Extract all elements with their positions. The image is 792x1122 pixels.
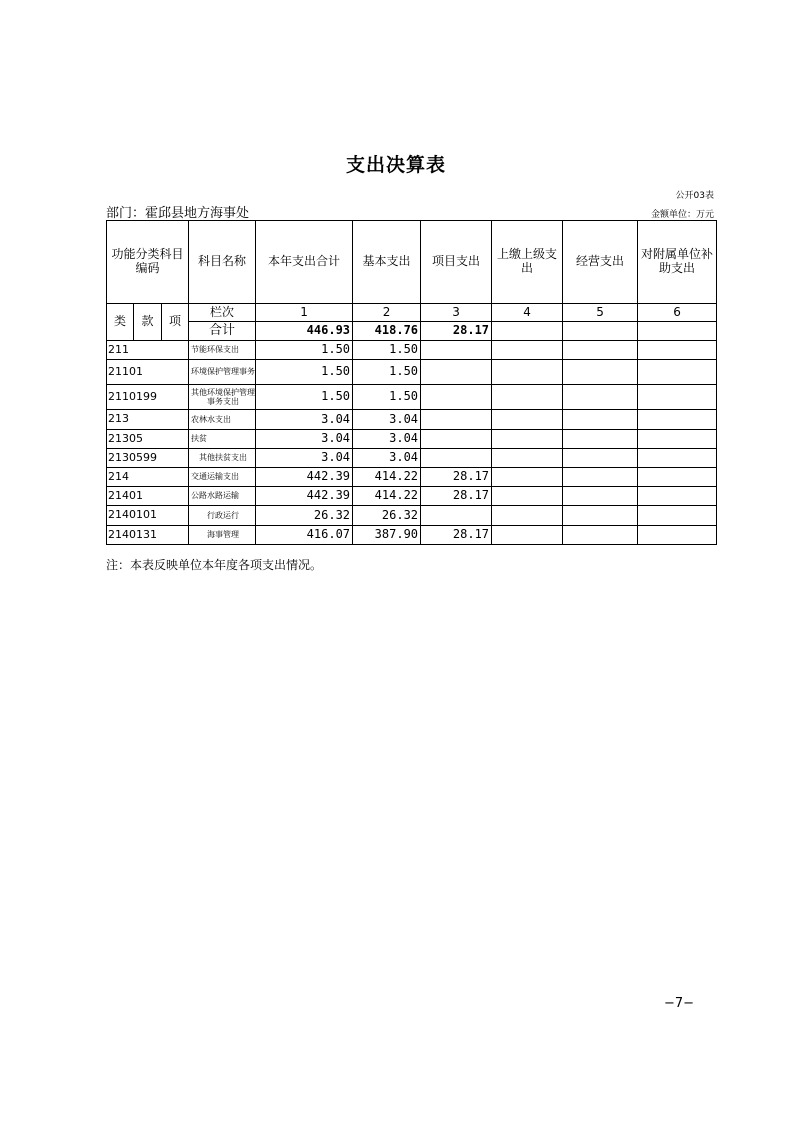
row-subsidy — [638, 487, 717, 506]
row-code: 21401 — [107, 487, 189, 506]
row-basic: 3.04 — [353, 430, 421, 449]
row-business — [563, 526, 638, 545]
table-note: 注：本表反映单位本年度各项支出情况。 — [106, 558, 323, 572]
row-total: 3.04 — [256, 449, 353, 468]
table-row — [107, 487, 717, 506]
header-subject-name: 科目名称 — [189, 221, 256, 304]
row-subject-name: 节能环保支出 — [189, 341, 256, 360]
row-subject-name: 公路水路运输 — [189, 487, 256, 506]
row-upper — [492, 506, 563, 526]
row-upper — [492, 410, 563, 430]
row-business — [563, 506, 638, 526]
row-total: 442.39 — [256, 487, 353, 506]
total-row — [107, 322, 717, 341]
page-number: −7− — [664, 996, 695, 1011]
header-col-total: 本年支出合计 — [256, 221, 353, 304]
total-project: 28.17 — [421, 322, 492, 341]
page-title: 支出决算表 — [345, 154, 446, 176]
row-subsidy — [638, 430, 717, 449]
table-row — [107, 526, 717, 545]
row-upper — [492, 449, 563, 468]
row-total: 1.50 — [256, 360, 353, 385]
row-project: 28.17 — [421, 468, 492, 487]
row-upper — [492, 468, 563, 487]
row-project — [421, 449, 492, 468]
row-project: 28.17 — [421, 526, 492, 545]
row-subsidy — [638, 360, 717, 385]
row-upper — [492, 487, 563, 506]
row-business — [563, 468, 638, 487]
row-basic: 26.32 — [353, 506, 421, 526]
row-subsidy — [638, 385, 717, 410]
row-subject-name: 其他扶贫支出 — [189, 449, 256, 468]
row-code: 2110199 — [107, 385, 189, 410]
total-upper — [492, 322, 563, 341]
header-col-project: 项目支出 — [421, 221, 492, 304]
row-subject-name: 行政运行 — [189, 506, 256, 526]
header-col-business: 经营支出 — [563, 221, 638, 304]
header-kuan: 款 — [134, 304, 162, 341]
column-number-row — [107, 304, 717, 322]
row-subsidy — [638, 410, 717, 430]
row-business — [563, 449, 638, 468]
col-number-3: 3 — [421, 304, 492, 322]
table-row — [107, 449, 717, 468]
row-subject-name: 海事管理 — [189, 526, 256, 545]
row-project — [421, 506, 492, 526]
row-business — [563, 430, 638, 449]
header-col-subsidy: 对附属单位补助支出 — [638, 221, 717, 304]
row-subject-name: 其他环境保护管理事务支出 — [189, 385, 256, 410]
row-business — [563, 385, 638, 410]
table-row — [107, 341, 717, 360]
row-basic: 414.22 — [353, 487, 421, 506]
total-subsidy — [638, 322, 717, 341]
row-basic: 1.50 — [353, 385, 421, 410]
table-row — [107, 410, 717, 430]
row-subsidy — [638, 526, 717, 545]
header-lanci: 栏次 — [189, 304, 256, 322]
row-subject-name: 环境保护管理事务 — [189, 360, 256, 385]
row-basic: 1.50 — [353, 360, 421, 385]
row-subsidy — [638, 449, 717, 468]
total-amount: 446.93 — [256, 322, 353, 341]
table-row — [107, 506, 717, 526]
row-project — [421, 385, 492, 410]
row-project: 28.17 — [421, 487, 492, 506]
row-basic: 414.22 — [353, 468, 421, 487]
col-number-4: 4 — [492, 304, 563, 322]
row-total: 26.32 — [256, 506, 353, 526]
row-code: 213 — [107, 410, 189, 430]
col-number-6: 6 — [638, 304, 717, 322]
row-basic: 3.04 — [353, 449, 421, 468]
row-business — [563, 487, 638, 506]
header-category-code: 功能分类科目编码 — [107, 221, 189, 304]
col-number-1: 1 — [256, 304, 353, 322]
row-basic: 3.04 — [353, 410, 421, 430]
department-label: 部门：霍邱县地方海事处 — [106, 206, 250, 221]
row-upper — [492, 341, 563, 360]
row-upper — [492, 385, 563, 410]
row-business — [563, 341, 638, 360]
row-project — [421, 430, 492, 449]
header-xiang: 项 — [162, 304, 189, 341]
row-code: 21305 — [107, 430, 189, 449]
form-number: 公开03表 — [675, 191, 714, 201]
row-upper — [492, 526, 563, 545]
col-number-2: 2 — [353, 304, 421, 322]
row-subsidy — [638, 341, 717, 360]
row-business — [563, 360, 638, 385]
row-code: 2130599 — [107, 449, 189, 468]
header-lei: 类 — [107, 304, 134, 341]
expenditure-table — [106, 220, 717, 545]
row-subsidy — [638, 506, 717, 526]
total-label: 合计 — [189, 322, 256, 341]
row-code: 21101 — [107, 360, 189, 385]
row-total: 3.04 — [256, 430, 353, 449]
row-total: 3.04 — [256, 410, 353, 430]
amount-unit-label: 金额单位：万元 — [650, 210, 714, 220]
table-row — [107, 385, 717, 410]
row-subject-name: 农林水支出 — [189, 410, 256, 430]
table-row — [107, 360, 717, 385]
row-code: 2140131 — [107, 526, 189, 545]
row-project — [421, 410, 492, 430]
row-subsidy — [638, 468, 717, 487]
row-total: 416.07 — [256, 526, 353, 545]
header-col-upper: 上缴上级支出 — [492, 221, 563, 304]
row-project — [421, 360, 492, 385]
header-col-basic: 基本支出 — [353, 221, 421, 304]
col-number-5: 5 — [563, 304, 638, 322]
row-code: 214 — [107, 468, 189, 487]
row-upper — [492, 430, 563, 449]
table-row — [107, 430, 717, 449]
total-business — [563, 322, 638, 341]
row-total: 1.50 — [256, 341, 353, 360]
row-code: 211 — [107, 341, 189, 360]
row-basic: 387.90 — [353, 526, 421, 545]
row-total: 442.39 — [256, 468, 353, 487]
row-business — [563, 410, 638, 430]
row-basic: 1.50 — [353, 341, 421, 360]
row-project — [421, 341, 492, 360]
header-row — [107, 221, 717, 304]
row-subject-name: 交通运输支出 — [189, 468, 256, 487]
row-upper — [492, 360, 563, 385]
row-code: 2140101 — [107, 506, 189, 526]
row-total: 1.50 — [256, 385, 353, 410]
total-basic: 418.76 — [353, 322, 421, 341]
table-row — [107, 468, 717, 487]
row-subject-name: 扶贫 — [189, 430, 256, 449]
